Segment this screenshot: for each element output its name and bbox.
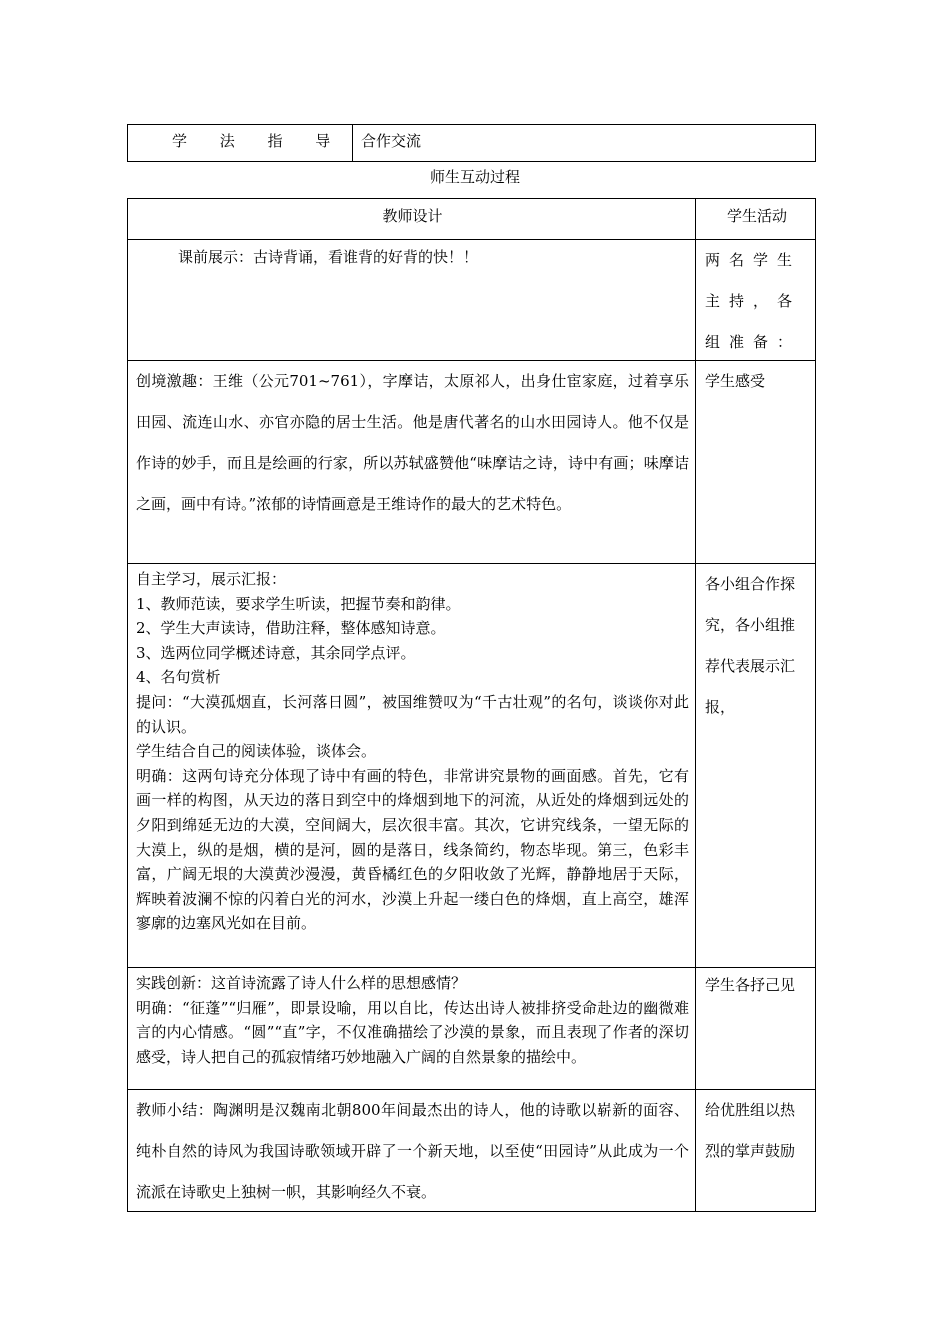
teacher-text: 4、名句赏析: [136, 668, 221, 687]
student-cell: 学生感受: [705, 372, 766, 390]
study-method-label: 学 法 指 导: [128, 125, 353, 161]
teacher-cell: [128, 1090, 696, 1211]
table-row: [128, 360, 815, 563]
teacher-text: 创境激趣：王维（公元701~761），字摩诘，太原祁人，出身仕宦家庭，过着享乐田园、流连山水、亦官亦隐的居士生活。他是唐代著名的山水田园诗人。他不仅是作诗的妙手，而且是绘画的行家，所以苏轼盛赞他“味摩诘之诗，诗中有画；味摩诘之画，画中有诗。”浓郁的诗情画意是王维诗作的最大的艺术特色。: [136, 372, 689, 513]
section-title: 师生互动过程: [429, 168, 520, 186]
table-row: [128, 563, 815, 967]
teacher-text: 提问：“大漠孤烟直，长河落日圆”，被国维赞叹为“千古壮观”的名句，谈谈你对此的认识。: [136, 692, 689, 736]
study-method-value: 合作交流: [361, 132, 422, 150]
teacher-cell: [128, 240, 696, 360]
table-header-row: [128, 199, 815, 239]
student-cell: 学生各抒己见: [705, 976, 796, 994]
teacher-text: 课前展示：古诗背诵，看谁背的好背的快！！: [178, 248, 479, 266]
teacher-text: 学生结合自己的阅读体验，谈体会。: [136, 742, 377, 761]
student-cell: 两名学生主持，各组准备：: [705, 251, 802, 351]
student-cell: 给优胜组以热烈的掌声鼓励: [705, 1101, 796, 1160]
student-cell: 各小组合作探究，各小组推荐代表展示汇报，: [705, 575, 796, 716]
table-row: [128, 239, 815, 360]
teacher-design-header: 教师设计: [128, 199, 696, 239]
teacher-text: 2、学生大声读诗，借助注释，整体感知诗意。: [136, 619, 446, 638]
teacher-cell: [128, 361, 696, 563]
interaction-table: [127, 198, 816, 1212]
table-row: [128, 1089, 815, 1211]
teacher-text: 明确：“征蓬”“归雁”，即景设喻，用以自比，传达出诗人被排挤受命赴边的幽微难言的内心情感。“圆”“直”字，不仅准确描绘了沙漠的景象，而且表现了作者的深切感受，诗人把自己的孤寂情绪巧妙地融入广阔的自然景象的描绘中。: [136, 998, 689, 1066]
teacher-text: 1、教师范读，要求学生听读，把握节奏和韵律。: [136, 594, 461, 613]
teacher-text: 明确：这两句诗充分体现了诗中有画的特色，非常讲究景物的画面感。首先，它有画一样的构图，从天边的落日到空中的烽烟到地下的河流，从近处的烽烟到远处的夕阳到绵延无边的大漠，空间阔大，层次很丰富。其次，它讲究线条，一望无际的大漠上，纵的是烟，横的是河，圆的是落日，线条简约，物态毕现。第三，色彩丰富，广阔无垠的大漠黄沙漫漫，黄昏橘红色的夕阳收敛了光辉，静静地居于天际，辉映着波澜不惊的闪着白光的河水，沙漠上升起一缕白色的烽烟，直上高空，雄浑寥廓的边塞风光如在目前。: [136, 766, 689, 933]
teacher-text: 教师小结：陶渊明是汉魏南北朝800年间最杰出的诗人，他的诗歌以崭新的面容、纯朴自然的诗风为我国诗歌领域开辟了一个新天地，以至使“田园诗”从此成为一个流派在诗歌史上独树一帜，其影响经久不衰。: [136, 1101, 689, 1201]
teacher-cell: [128, 564, 696, 967]
teacher-text: 3、选两位同学概述诗意，其余同学点评。: [136, 643, 416, 662]
study-method-table: [127, 124, 816, 162]
student-activity-header: 学生活动: [726, 207, 787, 225]
teacher-cell: [128, 968, 696, 1089]
table-row: [128, 967, 815, 1089]
teacher-text: 实践创新：这首诗流露了诗人什么样的思想感情？: [136, 974, 467, 992]
teacher-text: 自主学习，展示汇报：: [136, 570, 287, 588]
